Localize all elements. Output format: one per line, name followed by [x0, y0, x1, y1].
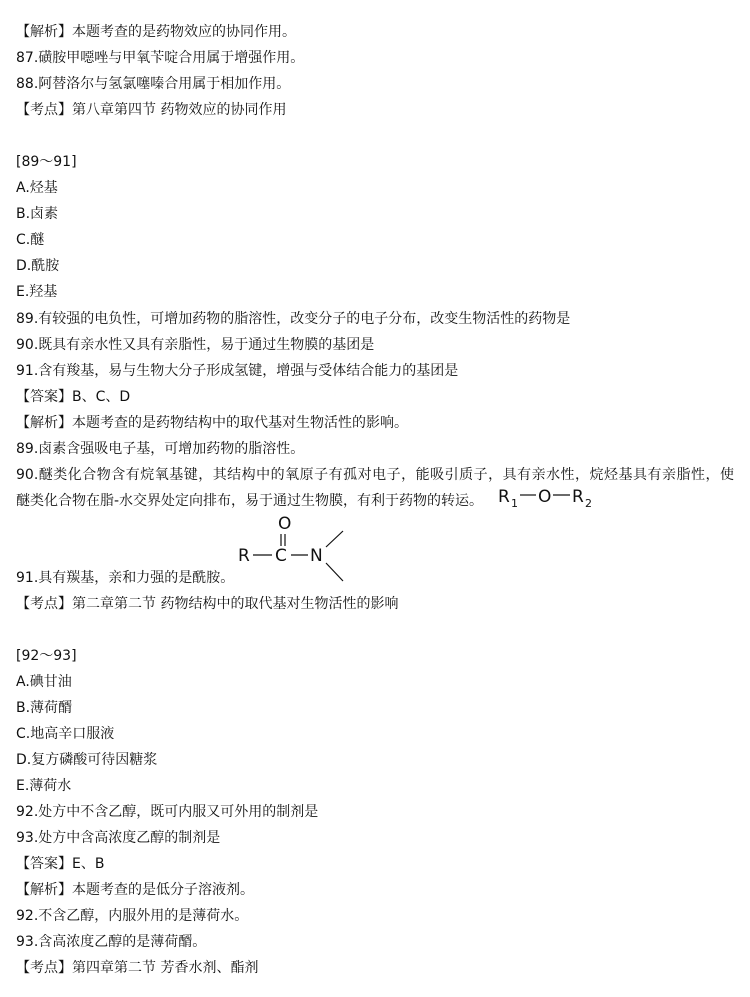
question-91: 91.含有羧基，易与生物大分子形成氢键，增强与受体结合能力的基团是 [16, 363, 459, 379]
answer-line: 【答案】B、C、D [16, 389, 131, 405]
ether-oxygen-label: O [538, 487, 552, 507]
text-line: 90.醚类化合物含有烷氧基键，其结构中的氧原子有孤对电子，能吸引质子，具有亲水性，烷烃基具有亲脂性，使 [16, 467, 734, 483]
text-line: 【考点】第八章第四节 药物效应的协同作用 [16, 102, 287, 118]
text-line: 【解析】本题考查的是药物效应的协同作用。 [16, 24, 296, 40]
amide-r-label: R [238, 546, 250, 566]
option-b: B.卤素 [16, 206, 59, 222]
analysis-line: 【解析】本题考查的是药物结构中的取代基对生物活性的影响。 [16, 415, 408, 431]
amide-n-bond-upper [326, 531, 343, 547]
option-e: E.羟基 [16, 284, 58, 300]
text-line: 92.不含乙醇，内服外用的是薄荷水。 [16, 908, 249, 924]
amide-structure-diagram [236, 512, 348, 586]
text-line: 89.卤素含强吸电子基，可增加药物的脂溶性。 [16, 441, 305, 457]
answer-line: 【答案】E、B [16, 856, 105, 872]
text-line: 【考点】第四章第二节 芳香水剂、酯剂 [16, 960, 259, 976]
ether-r1-label: R [498, 487, 510, 507]
amide-nitrogen-label: N [310, 546, 323, 566]
text-line: 醚类化合物在脂-水交界处定向排布，易于通过生物膜，有利于药物的转运。 [16, 493, 484, 509]
amide-oxygen-label: O [278, 514, 292, 534]
option-a: A.碘甘油 [16, 674, 72, 690]
text-line: 87.磺胺甲噁唑与甲氧苄啶合用属于增强作用。 [16, 50, 305, 66]
question-group-header: [89～91] [16, 154, 77, 170]
question-93: 93.处方中含高浓度乙醇的制剂是 [16, 830, 221, 846]
option-c: C.醚 [16, 232, 45, 248]
option-a: A.烃基 [16, 180, 58, 196]
ether-r2-label: R [572, 487, 584, 507]
ether-r2-subscript: 2 [585, 497, 592, 510]
ether-r1-subscript: 1 [511, 497, 518, 510]
amide-carbon-label: C [275, 546, 287, 566]
text-line: 【考点】第二章第二节 药物结构中的取代基对生物活性的影响 [16, 596, 399, 612]
option-d: D.复方磷酸可待因糖浆 [16, 752, 158, 768]
question-92: 92.处方中不含乙醇，既可内服又可外用的制剂是 [16, 804, 319, 820]
ether-structure-diagram [496, 482, 600, 512]
text-line: 93.含高浓度乙醇的是薄荷醑。 [16, 934, 207, 950]
option-d: D.酰胺 [16, 258, 60, 274]
option-c: C.地高辛口服液 [16, 726, 115, 742]
question-89: 89.有较强的电负性，可增加药物的脂溶性，改变分子的电子分布，改变生物活性的药物是 [16, 311, 571, 327]
text-line: 88.阿替洛尔与氢氯噻嗪合用属于相加作用。 [16, 76, 291, 92]
analysis-line: 【解析】本题考查的是低分子溶液剂。 [16, 882, 254, 898]
option-b: B.薄荷醑 [16, 700, 73, 716]
amide-n-bond-lower [326, 563, 343, 581]
question-group-header: [92～93] [16, 648, 77, 664]
text-line: 91.具有羰基，亲和力强的是酰胺。 [16, 570, 235, 586]
option-e: E.薄荷水 [16, 778, 72, 794]
question-90: 90.既具有亲水性又具有亲脂性，易于通过生物膜的基团是 [16, 337, 375, 353]
